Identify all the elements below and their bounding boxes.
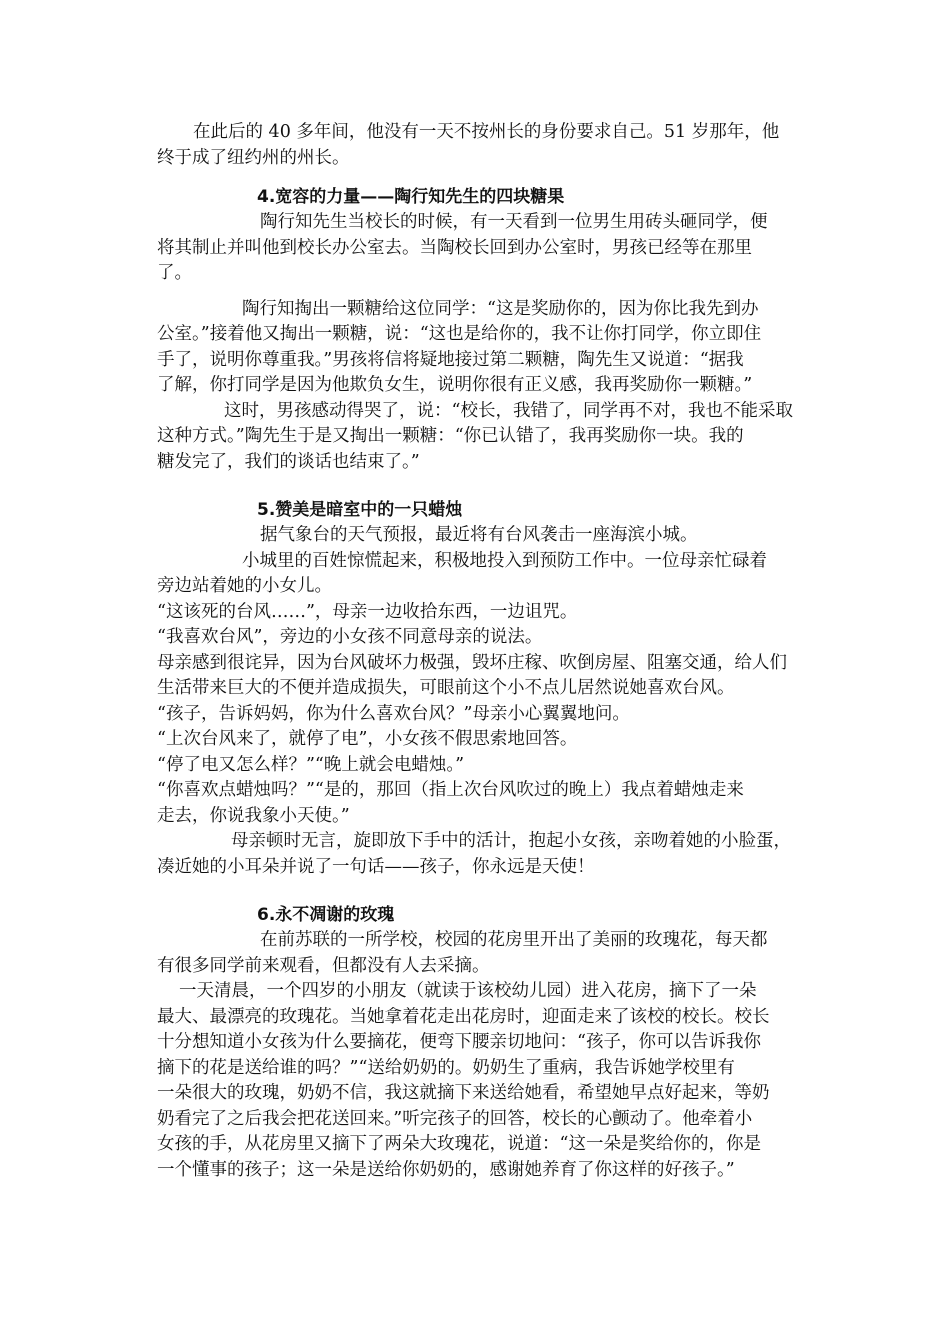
section-6-line: 最大、最漂亮的玫瑰花。当她拿着花走出花房时，迎面走来了该校的校长。校长 [157, 1006, 770, 1027]
section-6-line: 摘下的花是送给谁的吗？”“送给奶奶的。奶奶生了重病，我告诉她学校里有 [157, 1057, 735, 1078]
section-5-line: 母亲感到很诧异，因为台风破坏力极强，毁坏庄稼、吹倒房屋、阻塞交通，给人们 [157, 652, 787, 673]
section-5-line: 走去，你说我象小天使。” [157, 805, 350, 826]
section-4-line: 陶行知先生当校长的时候，有一天看到一位男生用砖头砸同学，便 [260, 212, 768, 232]
section-5-line: 母亲顿时无言，旋即放下手中的活计，抱起小女孩，亲吻着她的小脸蛋， [231, 831, 791, 851]
section-6-line: 奶看完了之后我会把花送回来。”听完孩子的回答，校长的心颤动了。他牵着小 [157, 1108, 753, 1129]
document-page [157, 120, 809, 1183]
section-4-line: 了。 [157, 263, 192, 283]
section-6-line: 十分想知道小女孩为什么要摘花，便弯下腰亲切地问：“孩子，你可以告诉我你 [157, 1032, 761, 1052]
section-5-line: 凑近她的小耳朵并说了一句话——孩子，你永远是天使！ [157, 856, 595, 877]
section-5-line: 生活带来巨大的不便并造成损失，可眼前这个小不点儿居然说她喜欢台风。 [157, 678, 735, 698]
intro-line: 终于成了纽约州的州长。 [157, 147, 350, 168]
intro-line: 在此后的 40 多年间，他没有一天不按州长的身份要求自己。51 岁那年，他 [193, 122, 780, 142]
section-6-line: 一个懂事的孩子；这一朵是送给你奶奶的，感谢她养育了你这样的好孩子。” [157, 1159, 735, 1180]
section-5-line: “你喜欢点蜡烛吗？”“是的，那回（指上次台风吹过的晚上）我点着蜡烛走来 [157, 780, 744, 800]
section-4-line: 这时，男孩感动得哭了，说：“校长，我错了，同学再不对，我也不能采取 [224, 400, 793, 421]
section-4-title: 4.宽容的力量——陶行知先生的四块糖果 [257, 187, 565, 207]
section-6-line: 有很多同学前来观看，但都没有人去采摘。 [157, 955, 490, 976]
section-5-line: “上次台风来了，就停了电”，小女孩不假思索地回答。 [157, 729, 578, 749]
section-6-line: 女孩的手，从花房里又摘下了两朵大玫瑰花，说道：“这一朵是奖给你的，你是 [157, 1134, 761, 1154]
section-5-line: “孩子，告诉妈妈，你为什么喜欢台风？”母亲小心翼翼地问。 [157, 703, 630, 724]
section-5-title: 5.赞美是暗室中的一只蜡烛 [257, 500, 463, 520]
section-6-line: 一天清晨，一个四岁的小朋友（就读于该校幼儿园）进入花房，摘下了一朵 [179, 981, 757, 1001]
section-5-line: “停了电又怎么样？”“晚上就会电蜡烛。” [157, 754, 465, 775]
section-4-line: 手了，说明你尊重我。”男孩将信将疑地接过第二颗糖，陶先生又说道：“据我 [157, 349, 744, 370]
section-5-line: 旁边站着她的小女儿。 [157, 576, 332, 596]
section-4-line: 将其制止并叫他到校长办公室去。当陶校长回到办公室时，男孩已经等在那里 [157, 237, 752, 258]
section-5-line: 据气象台的天气预报，最近将有台风袭击一座海滨小城。 [260, 525, 698, 545]
section-5-line: 小城里的百姓惊慌起来，积极地投入到预防工作中。一位母亲忙碌着 [242, 550, 767, 571]
section-6-title: 6.永不凋谢的玫瑰 [257, 905, 395, 925]
section-6-line: 一朵很大的玫瑰，奶奶不信，我这就摘下来送给她看，希望她早点好起来，等奶 [157, 1083, 770, 1103]
section-4-line: 陶行知掏出一颗糖给这位同学：“这是奖励你的，因为你比我先到办 [242, 298, 759, 319]
section-5-line: “这该死的台风……”，母亲一边收拾东西，一边诅咒。 [157, 601, 578, 622]
section-4-line: 这种方式。”陶先生于是又掏出一颗糖：“你已认错了，我再奖励你一块。我的 [157, 426, 744, 446]
section-4-line: 公室。”接着他又掏出一颗糖，说：“这也是给你的，我不让你打同学，你立即住 [157, 324, 762, 344]
section-4-line: 了解，你打同学是因为他欺负女生，说明你很有正义感，我再奖励你一颗糖。” [157, 375, 753, 395]
section-4-line: 糖发完了，我们的谈话也结束了。” [157, 451, 420, 472]
section-6-line: 在前苏联的一所学校，校园的花房里开出了美丽的玫瑰花，每天都 [260, 930, 768, 950]
section-5-line: “我喜欢台风”，旁边的小女孩不同意母亲的说法。 [157, 627, 543, 647]
